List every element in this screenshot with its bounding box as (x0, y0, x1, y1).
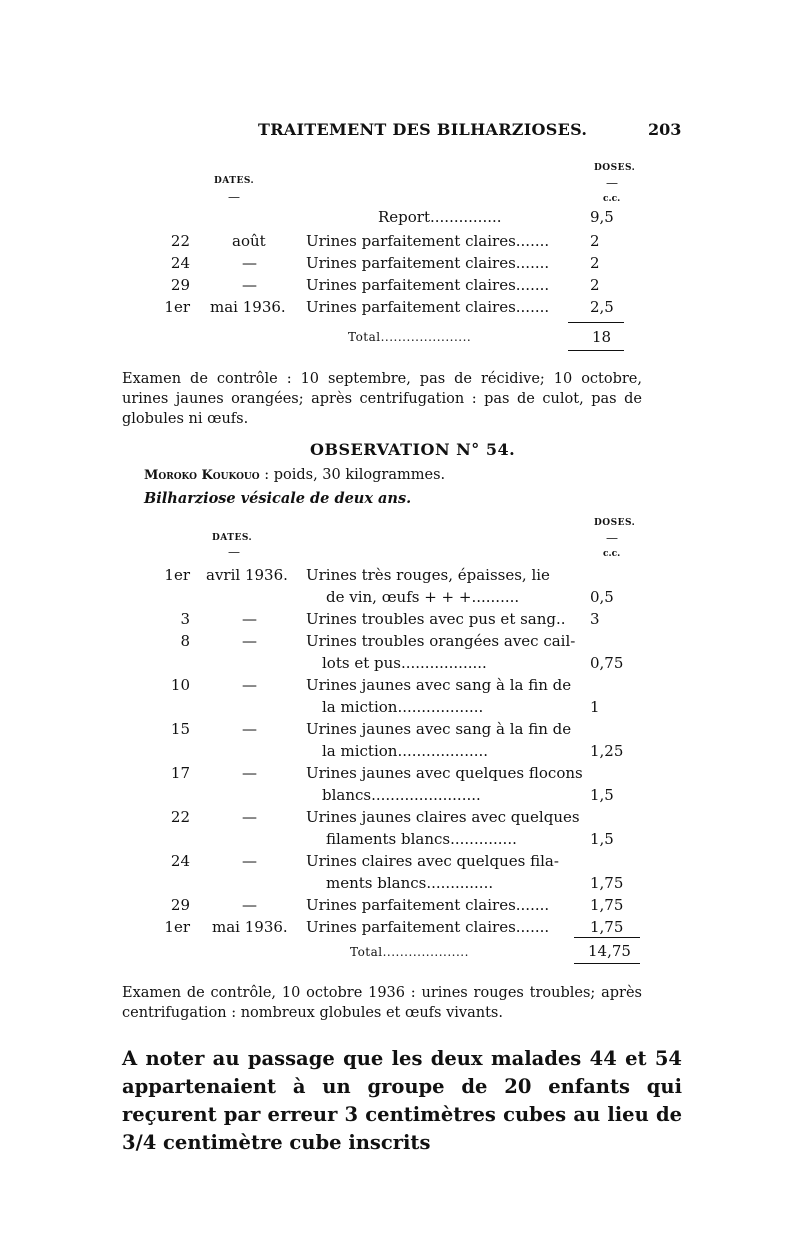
control-exam-paragraph-2: Examen de contrôle, 10 octobre 1936 : urines rouges troubles; après centrifugation : nombreux globules et œufs vivants. (122, 985, 642, 1021)
control-exam-paragraph: Examen de contrôle : 10 septembre, pas de récidive; 10 octobre, urines jaunes orangées; après centrifugation : pas de culot, pas de globules ni œufs. (122, 371, 642, 427)
row-description: Urines parfaitement claires....... (306, 298, 550, 316)
row-description-line2: la miction.................. (322, 698, 484, 716)
row-description-line1: Urines jaunes claires avec quelques (306, 808, 580, 826)
row-day: 24 (170, 852, 190, 870)
doses-dash: — (606, 531, 618, 545)
row-day: 1er (164, 918, 190, 936)
row-month: avril 1936. (206, 566, 288, 584)
row-month: — (242, 254, 257, 272)
report-value: 9,5 (590, 208, 614, 226)
dates-dash: — (228, 545, 240, 559)
patient-details: : poids, 30 kilogrammes. (259, 467, 446, 483)
row-description-line1: Urines jaunes avec sang à la fin de (306, 676, 572, 694)
row-day: 29 (170, 276, 190, 294)
total-rule (574, 937, 640, 938)
row-dose: 1,75 (590, 874, 624, 892)
total-label: Total..................... (348, 330, 472, 344)
row-dose: 2 (590, 254, 600, 272)
row-dose: 3 (590, 610, 600, 628)
row-dose: 2,5 (590, 298, 614, 316)
page-number: 203 (648, 120, 682, 139)
row-dose: 0,75 (590, 654, 624, 672)
row-month: — (242, 676, 257, 694)
row-month: mai 1936. (210, 298, 286, 316)
row-month: — (242, 632, 257, 650)
row-dose: 1,75 (590, 896, 624, 914)
row-dose: 1 (590, 698, 600, 716)
doses-unit: c.c. (603, 194, 621, 204)
total-underline (568, 350, 624, 351)
row-month: août (232, 232, 266, 250)
row-description: Urines parfaitement claires....... (306, 254, 550, 272)
diagnosis: Bilharziose vésicale de deux ans. (144, 490, 412, 507)
dates-header: DATES. (212, 533, 253, 543)
patient-line (144, 467, 445, 483)
row-month: — (242, 764, 257, 782)
row-description-line1: Urines très rouges, épaisses, lie (306, 566, 550, 584)
row-description-line2: blancs....................... (322, 786, 481, 804)
row-description-line1: Urines parfaitement claires....... (306, 896, 550, 914)
row-day: 17 (170, 764, 190, 782)
row-dose: 1,25 (590, 742, 624, 760)
row-dose: 0,5 (590, 588, 614, 606)
row-description-line1: Urines claires avec quelques fila- (306, 852, 559, 870)
row-description-line1: Urines jaunes avec quelques flocons (306, 764, 583, 782)
row-month: — (242, 852, 257, 870)
row-dose: 2 (590, 232, 600, 250)
report-label: Report............... (378, 208, 502, 226)
doses-dash: — (606, 176, 618, 190)
row-description-line2: de vin, œufs + + +.......... (326, 588, 520, 606)
row-month: — (242, 720, 257, 738)
row-month: — (242, 896, 257, 914)
row-description-line2: ments blancs.............. (326, 874, 494, 892)
row-day: 22 (170, 232, 190, 250)
row-description: Urines parfaitement claires....... (306, 232, 550, 250)
row-month: — (242, 276, 257, 294)
row-description-line2: la miction................... (322, 742, 489, 760)
row-day: 3 (180, 610, 190, 628)
row-description-line2: lots et pus.................. (322, 654, 487, 672)
row-day: 1er (164, 298, 190, 316)
total-label: Total.................... (350, 945, 469, 959)
doses-header: DOSES. (594, 163, 636, 173)
doses-header: DOSES. (594, 518, 636, 528)
observation-title: OBSERVATION N° 54. (310, 440, 516, 459)
running-header-title: TRAITEMENT DES BILHARZIOSES. (258, 120, 588, 139)
note-paragraph: A noter au passage que les deux malades 44 et 54 appartenaient à un groupe de 20 enfants qui reçurent par erreur 3 centimètres cubes au lieu de 3/4 centimètre cube inscrits (122, 1047, 682, 1154)
row-description-line1: Urines troubles orangées avec cail- (306, 632, 576, 650)
row-day: 24 (170, 254, 190, 272)
row-day: 8 (180, 632, 190, 650)
row-day: 10 (170, 676, 190, 694)
row-description: Urines parfaitement claires....... (306, 276, 550, 294)
row-dose: 1,5 (590, 786, 614, 804)
total-underline (574, 963, 640, 964)
doses-unit: c.c. (603, 549, 621, 559)
row-dose: 1,5 (590, 830, 614, 848)
row-day: 1er (164, 566, 190, 584)
row-month: mai 1936. (212, 918, 288, 936)
row-description-line1: Urines parfaitement claires....... (306, 918, 550, 936)
row-description-line1: Urines troubles avec pus et sang.. (306, 610, 566, 628)
total-rule (568, 322, 624, 323)
total-value: 18 (592, 328, 612, 346)
row-day: 29 (170, 896, 190, 914)
row-dose: 1,75 (590, 918, 624, 936)
dates-dash: — (228, 190, 240, 204)
total-value: 14,75 (588, 942, 631, 960)
row-description-line1: Urines jaunes avec sang à la fin de (306, 720, 572, 738)
row-day: 22 (170, 808, 190, 826)
row-month: — (242, 808, 257, 826)
patient-name: Moroko Koukouo (144, 468, 260, 483)
row-month: — (242, 610, 257, 628)
row-dose: 2 (590, 276, 600, 294)
dates-header: DATES. (214, 176, 255, 186)
row-description-line2: filaments blancs.............. (326, 830, 517, 848)
row-day: 15 (170, 720, 190, 738)
